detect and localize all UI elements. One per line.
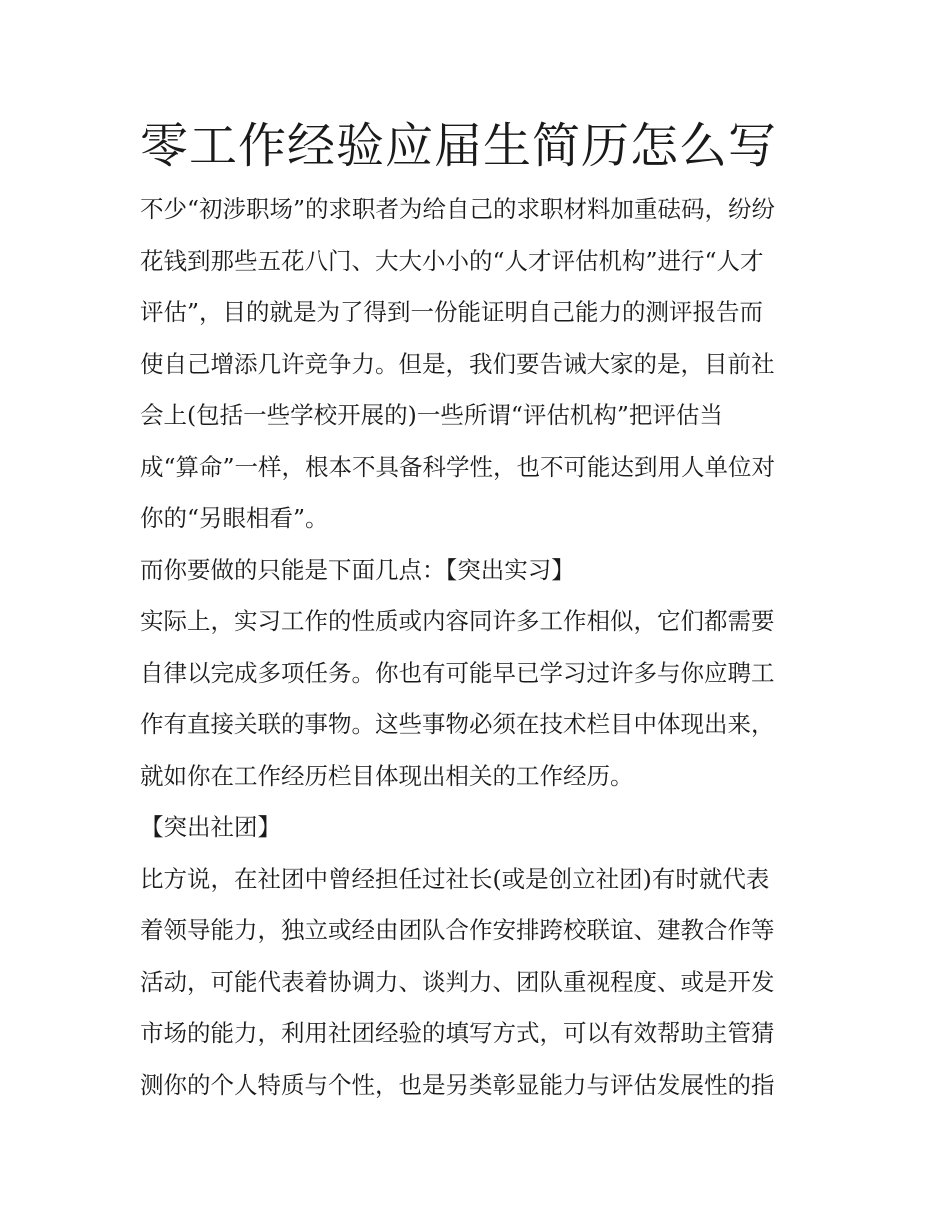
paragraph-intro xyxy=(140,184,816,545)
paragraph-line: 自律以完成多项任务。你也有可能早已学习过许多与你应聘工 xyxy=(140,658,775,687)
paragraph-line: 测你的个人特质与个性，也是另类彰显能力与评估发展性的指 xyxy=(140,1070,775,1099)
paragraph-internship-heading xyxy=(140,545,816,597)
paragraph-line: 实际上，实习工作的性质或内容同许多工作相似，它们都需要 xyxy=(140,607,775,635)
paragraph-line: 使自己增添几许竞争力。但是，我们要告诫大家的是，目前社 xyxy=(140,349,775,378)
paragraph-line: 而你要做的只能是下面几点：【突出实习】 xyxy=(140,555,575,584)
paragraph-line: 活动，可能代表着协调力、谈判力、团队重视程度、或是开发 xyxy=(140,967,775,996)
paragraph-line: 评估”，目的就是为了得到一份能证明自己能力的测评报告而 xyxy=(140,298,764,326)
paragraph-line: 花钱到那些五花八门、大大小小的“人才评估机构”进行“人才 xyxy=(140,246,764,275)
paragraph-line: 作有直接关联的事物。这些事物必须在技术栏目中体现出来， xyxy=(140,710,775,738)
paragraph-line: 不少“初涉职场”的求职者为给自己的求职材料加重砝码，纷纷 xyxy=(140,195,776,223)
paragraph-line: 会上(包括一些学校开展的)一些所谓“评估机构”把评估当 xyxy=(140,401,723,429)
paragraph-club xyxy=(140,854,816,1112)
document-title: 零工作经验应届生简历怎么写 xyxy=(140,118,778,174)
paragraph-internship xyxy=(140,596,816,802)
section-heading-club xyxy=(140,802,816,854)
paragraph-line: 就如你在工作经历栏目体现出相关的工作经历。 xyxy=(140,761,634,790)
paragraph-line: 你的“另眼相看”。 xyxy=(140,504,329,532)
document-page xyxy=(140,108,816,1111)
paragraph-line: 成“算命”一样，根本不具备科学性，也不可能达到用人单位对 xyxy=(140,452,776,481)
paragraph-line: 比方说，在社团中曾经担任过社长(或是创立社团)有时就代表 xyxy=(140,864,770,893)
section-heading: 【突出社团】 xyxy=(140,813,281,841)
paragraph-line: 市场的能力，利用社团经验的填写方式，可以有效帮助主管猜 xyxy=(140,1019,775,1047)
paragraph-line: 着领导能力，独立或经由团队合作安排跨校联谊、建教合作等 xyxy=(140,916,775,944)
